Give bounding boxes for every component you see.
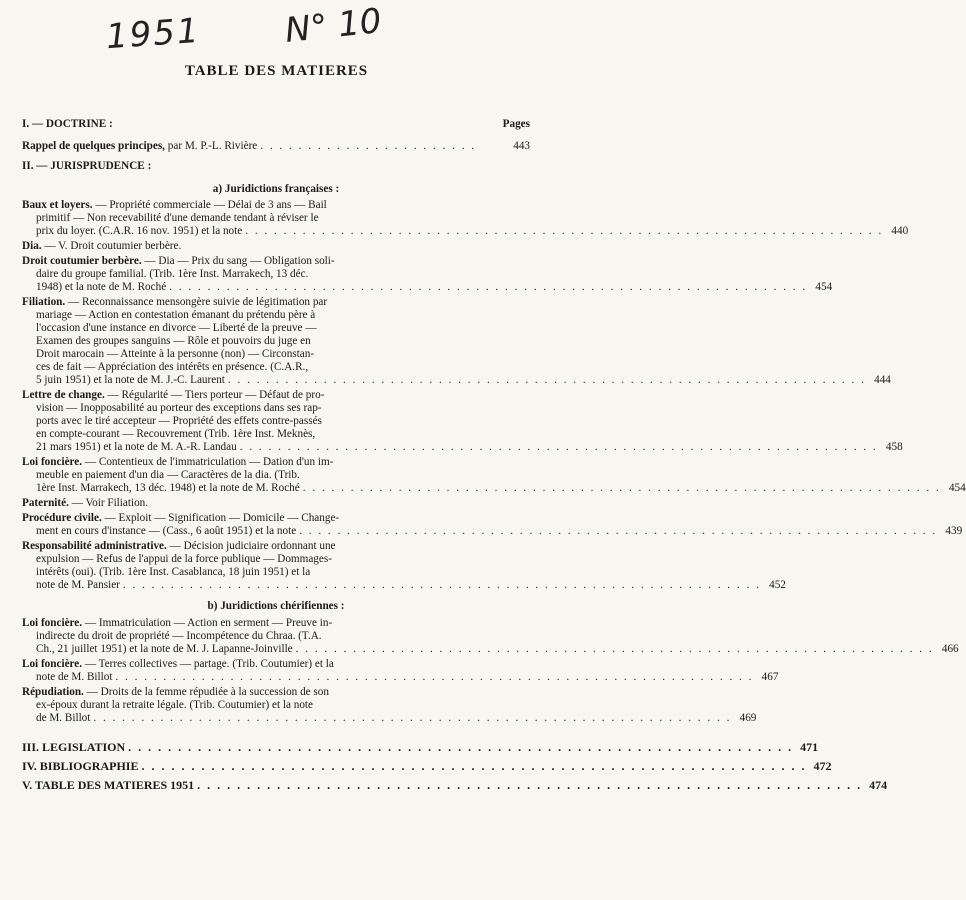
final-section-page: 471	[800, 740, 819, 754]
entry-line	[22, 199, 530, 212]
entry-text: expulsion — Refus de l'appui de la force publique — Dommages-	[36, 553, 332, 565]
entry-line	[22, 212, 530, 225]
entry-heading: Baux et loyers.	[22, 199, 93, 211]
entry-text: — Dia — Prix du sang — Obligation soli-	[144, 255, 335, 267]
entry-line	[22, 402, 530, 415]
entry-line	[22, 268, 530, 281]
entry-line	[22, 225, 909, 238]
entry-text: prix du loyer. (C.A.R. 16 nov. 1951) et la note	[36, 225, 243, 237]
entry-line	[22, 441, 903, 454]
entry-text: 1948) et la note de M. Roché	[36, 281, 167, 293]
entry-text: Ch., 21 juillet 1951) et la note de M. J. Lapanne-Joinville	[36, 643, 293, 655]
entry-line	[22, 482, 966, 495]
entry-line	[22, 512, 530, 525]
final-section-row	[22, 740, 819, 754]
entry-text: — Propriété commerciale — Délai de 3 ans — Bail	[95, 199, 327, 211]
entry-heading: Filiation.	[22, 296, 66, 308]
entry-text: — Terres collectives — partage. (Trib. Coutumier) et la	[84, 658, 334, 670]
entry-line	[22, 712, 757, 725]
entry-page: 444	[874, 374, 891, 386]
entry-text: 21 mars 1951) et la note de M. A.-R. Landau	[36, 441, 237, 453]
entry-text: — Immatriculation — Action en serment — Preuve in-	[84, 617, 333, 629]
entry-text: — Contentieux de l'immatriculation — Dation d'un im-	[84, 456, 334, 468]
entry-line	[22, 525, 963, 538]
entry-text: ment en cours d'instance — (Cass., 6 août 1951) et la note	[36, 525, 297, 537]
doctrine-author: par M. P.-L. Rivière	[167, 140, 258, 152]
entry-text: Examen des groupes sanguins — Rôle et pouvoirs du juge en	[36, 335, 311, 347]
leader-dots: . . . . . . . . . . . . . . . . . . . . . . . . . . . . . . . . . . . . . . . . . . . . . . . . . . . . . . . . . . . . . . . . . . .	[227, 374, 866, 386]
entry-heading: Lettre de change.	[22, 389, 105, 401]
list-item	[22, 389, 903, 454]
entry-text: mariage — Action en contestation émanant du prétendu père à	[36, 309, 316, 321]
leader-dots: . . . . . . . . . . . . . . . . . . . . . . . . . . . . . . . . . . . . . . . . . . . . . . . . . . . . . . . . . . . . . . . . . . .	[295, 643, 934, 655]
list-item	[22, 240, 530, 253]
entry-page: 440	[891, 225, 909, 237]
entry-line	[22, 699, 530, 712]
entry-page: 469	[739, 712, 757, 724]
entry-text: l'occasion d'une instance en divorce — Liberté de la preuve —	[36, 322, 317, 334]
entry-text: indirecte du droit de propriété — Incompétence du Chraa. (T.A.	[36, 630, 322, 642]
entry-line	[22, 428, 530, 441]
entry-text: intérêts (oui). (Trib. 1ère Inst. Casablanca, 18 juin 1951) et la	[36, 566, 311, 578]
list-item	[22, 456, 966, 495]
subheading-cherifian: b) Juridictions chérifiennes :	[207, 600, 345, 612]
list-item	[22, 658, 779, 684]
final-section-row	[22, 778, 888, 792]
entry-text: vision — Inopposabilité au porteur des exceptions dans ses rap-	[36, 402, 322, 414]
leader-dots: . . . . . . . . . . . . . . . . . . . . . . .	[260, 140, 477, 152]
list-item	[22, 617, 959, 656]
entry-text: — Décision judiciaire ordonnant une	[169, 540, 336, 552]
entry-line	[22, 361, 530, 374]
entry-text: meuble en paiement d'un dia — Caractères de la dia. (Trib.	[36, 469, 300, 481]
leader-dots: . . . . . . . . . . . . . . . . . . . . . . . . . . . . . . . . . . . . . . . . . . . . . . . . . . . . . . . . . . . . . . . . . . .	[299, 525, 938, 537]
entry-heading: Loi foncière.	[22, 617, 83, 629]
final-section-page: 474	[869, 778, 888, 792]
page-title: TABLE DES MATIERES	[184, 63, 369, 79]
leader-dots: . . . . . . . . . . . . . . . . . . . . . . . . . . . . . . . . . . . . . . . . . . . . . . . . . . . . . . . . . . . . . . . . . . .	[93, 712, 732, 724]
entry-heading: Dia.	[22, 240, 42, 252]
entry-heading: Loi foncière.	[22, 658, 83, 670]
leader-dots: . . . . . . . . . . . . . . . . . . . . . . . . . . . . . . . . . . . . . . . . . . . . . . . . . . . . . . . . . . . . . . . . . . .	[197, 778, 863, 792]
entry-line	[22, 309, 530, 322]
entry-line	[22, 566, 530, 579]
entry-line	[22, 540, 530, 553]
entry-line	[22, 415, 530, 428]
entry-page: 466	[941, 643, 959, 655]
final-section-label: V. TABLE DES MATIERES 1951	[22, 778, 195, 792]
doctrine-heading: I. — DOCTRINE :	[22, 118, 113, 130]
leader-dots: . . . . . . . . . . . . . . . . . . . . . . . . . . . . . . . . . . . . . . . . . . . . . . . . . . . . . . . . . . . . . . . . . . .	[169, 281, 808, 293]
entry-line	[22, 469, 530, 482]
entry-line	[22, 374, 891, 387]
entry-line	[22, 643, 959, 656]
entry-page: 454	[948, 482, 966, 494]
table-of-contents	[22, 118, 966, 798]
leader-dots: . . . . . . . . . . . . . . . . . . . . . . . . . . . . . . . . . . . . . . . . . . . . . . . . . . . . . . . . . . . . . . . . . . .	[141, 759, 807, 773]
entry-text: Droit marocain — Atteinte à la personne (non) — Circonstan-	[36, 348, 315, 360]
entry-text: 5 juin 1951) et la note de M. J.-C. Laurent	[36, 374, 225, 386]
entry-page: 454	[815, 281, 833, 293]
entry-page: 458	[885, 441, 903, 453]
entry-page: 452	[769, 579, 786, 591]
entry-line	[22, 617, 530, 630]
entry-text: — V. Droit coutumier berbère.	[44, 240, 182, 252]
list-french-jurisdictions	[22, 199, 966, 592]
leader-dots: . . . . . . . . . . . . . . . . . . . . . . . . . . . . . . . . . . . . . . . . . . . . . . . . . . . . . . . . . . . . . . . . . . .	[302, 482, 941, 494]
entry-text: en compte-courant — Recouvrement (Trib. 1ère Inst. Meknès,	[36, 428, 316, 440]
list-item	[22, 199, 909, 238]
list-item	[22, 686, 757, 725]
entry-line	[22, 456, 530, 469]
leader-dots: . . . . . . . . . . . . . . . . . . . . . . . . . . . . . . . . . . . . . . . . . . . . . . . . . . . . . . . . . . . . . . . . . . .	[128, 740, 794, 754]
entry-line	[22, 686, 530, 699]
entry-line	[22, 671, 779, 684]
entry-line	[22, 240, 530, 253]
entry-line	[22, 658, 530, 671]
leader-dots: . . . . . . . . . . . . . . . . . . . . . . . . . . . . . . . . . . . . . . . . . . . . . . . . . . . . . . . . . . . . . . . . . . .	[115, 671, 754, 683]
leader-dots: . . . . . . . . . . . . . . . . . . . . . . . . . . . . . . . . . . . . . . . . . . . . . . . . . . . . . . . . . . . . . . . . . . .	[239, 441, 878, 453]
entry-line	[22, 255, 530, 268]
entry-line	[22, 579, 786, 592]
final-section-label: III. LEGISLATION	[22, 740, 126, 754]
entry-text: — Voir Filiation.	[71, 497, 149, 509]
entry-page: 439	[945, 525, 963, 537]
entry-text: — Régularité — Tiers porteur — Défaut de pro-	[107, 389, 325, 401]
entry-text: ces de fait — Appréciation des intérêts en présence. (C.A.R.,	[36, 361, 309, 373]
list-item	[22, 540, 786, 592]
list-item	[22, 512, 963, 538]
entry-line	[22, 335, 530, 348]
leader-dots: . . . . . . . . . . . . . . . . . . . . . . . . . . . . . . . . . . . . . . . . . . . . . . . . . . . . . . . . . . . . . . . . . . .	[122, 579, 761, 591]
doctrine-entry	[22, 140, 530, 153]
list-item	[22, 497, 530, 510]
entry-page: 467	[761, 671, 779, 683]
doctrine-heading-row	[22, 118, 530, 131]
entry-heading: Droit coutumier berbère.	[22, 255, 142, 267]
entry-text: note de M. Billot	[36, 671, 113, 683]
doctrine-text: Rappel de quelques principes,	[22, 140, 165, 152]
entry-text: de M. Billot	[36, 712, 91, 724]
entry-heading: Responsabilité administrative.	[22, 540, 167, 552]
entry-heading: Loi foncière.	[22, 456, 83, 468]
entry-text: note de M. Pansier	[36, 579, 120, 591]
list-cherifian-jurisdictions	[22, 617, 959, 725]
entry-heading: Procédure civile.	[22, 512, 102, 524]
entry-heading: Répudiation.	[22, 686, 84, 698]
entry-text: — Reconnaissance mensongère suivie de légitimation par	[68, 296, 328, 308]
final-section-page: 472	[813, 759, 832, 773]
list-item	[22, 255, 833, 294]
entry-text: — Droits de la femme répudiée à la succession de son	[86, 686, 329, 698]
entry-line	[22, 630, 530, 643]
entry-line	[22, 389, 530, 402]
final-section-row	[22, 759, 832, 773]
entry-line	[22, 497, 530, 510]
handwritten-year: 1951	[104, 10, 202, 58]
entry-line	[22, 281, 833, 294]
entry-heading: Paternité.	[22, 497, 69, 509]
entry-line	[22, 553, 530, 566]
entry-line	[22, 348, 530, 361]
jurisprudence-heading: II. — JURISPRUDENCE :	[22, 160, 152, 172]
pages-label: Pages	[502, 118, 530, 130]
entry-text: ports avec le tiré accepteur — Propriété des effets contre-passés	[36, 415, 322, 427]
entry-text: 1ère Inst. Marrakech, 13 déc. 1948) et la note de M. Roché	[36, 482, 300, 494]
entry-line	[22, 322, 530, 335]
list-final-sections	[22, 740, 888, 792]
entry-text: — Exploit — Signification — Domicile — Change-	[104, 512, 340, 524]
doctrine-page: 443	[513, 140, 530, 152]
final-section-label: IV. BIBLIOGRAPHIE	[22, 759, 139, 773]
leader-dots: . . . . . . . . . . . . . . . . . . . . . . . . . . . . . . . . . . . . . . . . . . . . . . . . . . . . . . . . . . . . . . . . . . .	[245, 225, 884, 237]
entry-text: daire du groupe familial. (Trib. 1ère Inst. Marrakech, 13 déc.	[36, 268, 309, 280]
subheading-french: a) Juridictions françaises :	[212, 183, 340, 195]
list-item	[22, 296, 891, 387]
handwritten-number: N° 10	[283, 1, 384, 51]
entry-text: ex-époux durant la retraite légale. (Trib. Coutumier) et la note	[36, 699, 314, 711]
entry-line	[22, 296, 530, 309]
entry-text: primitif — Non recevabilité d'une demande tendant à réviser le	[36, 212, 319, 224]
